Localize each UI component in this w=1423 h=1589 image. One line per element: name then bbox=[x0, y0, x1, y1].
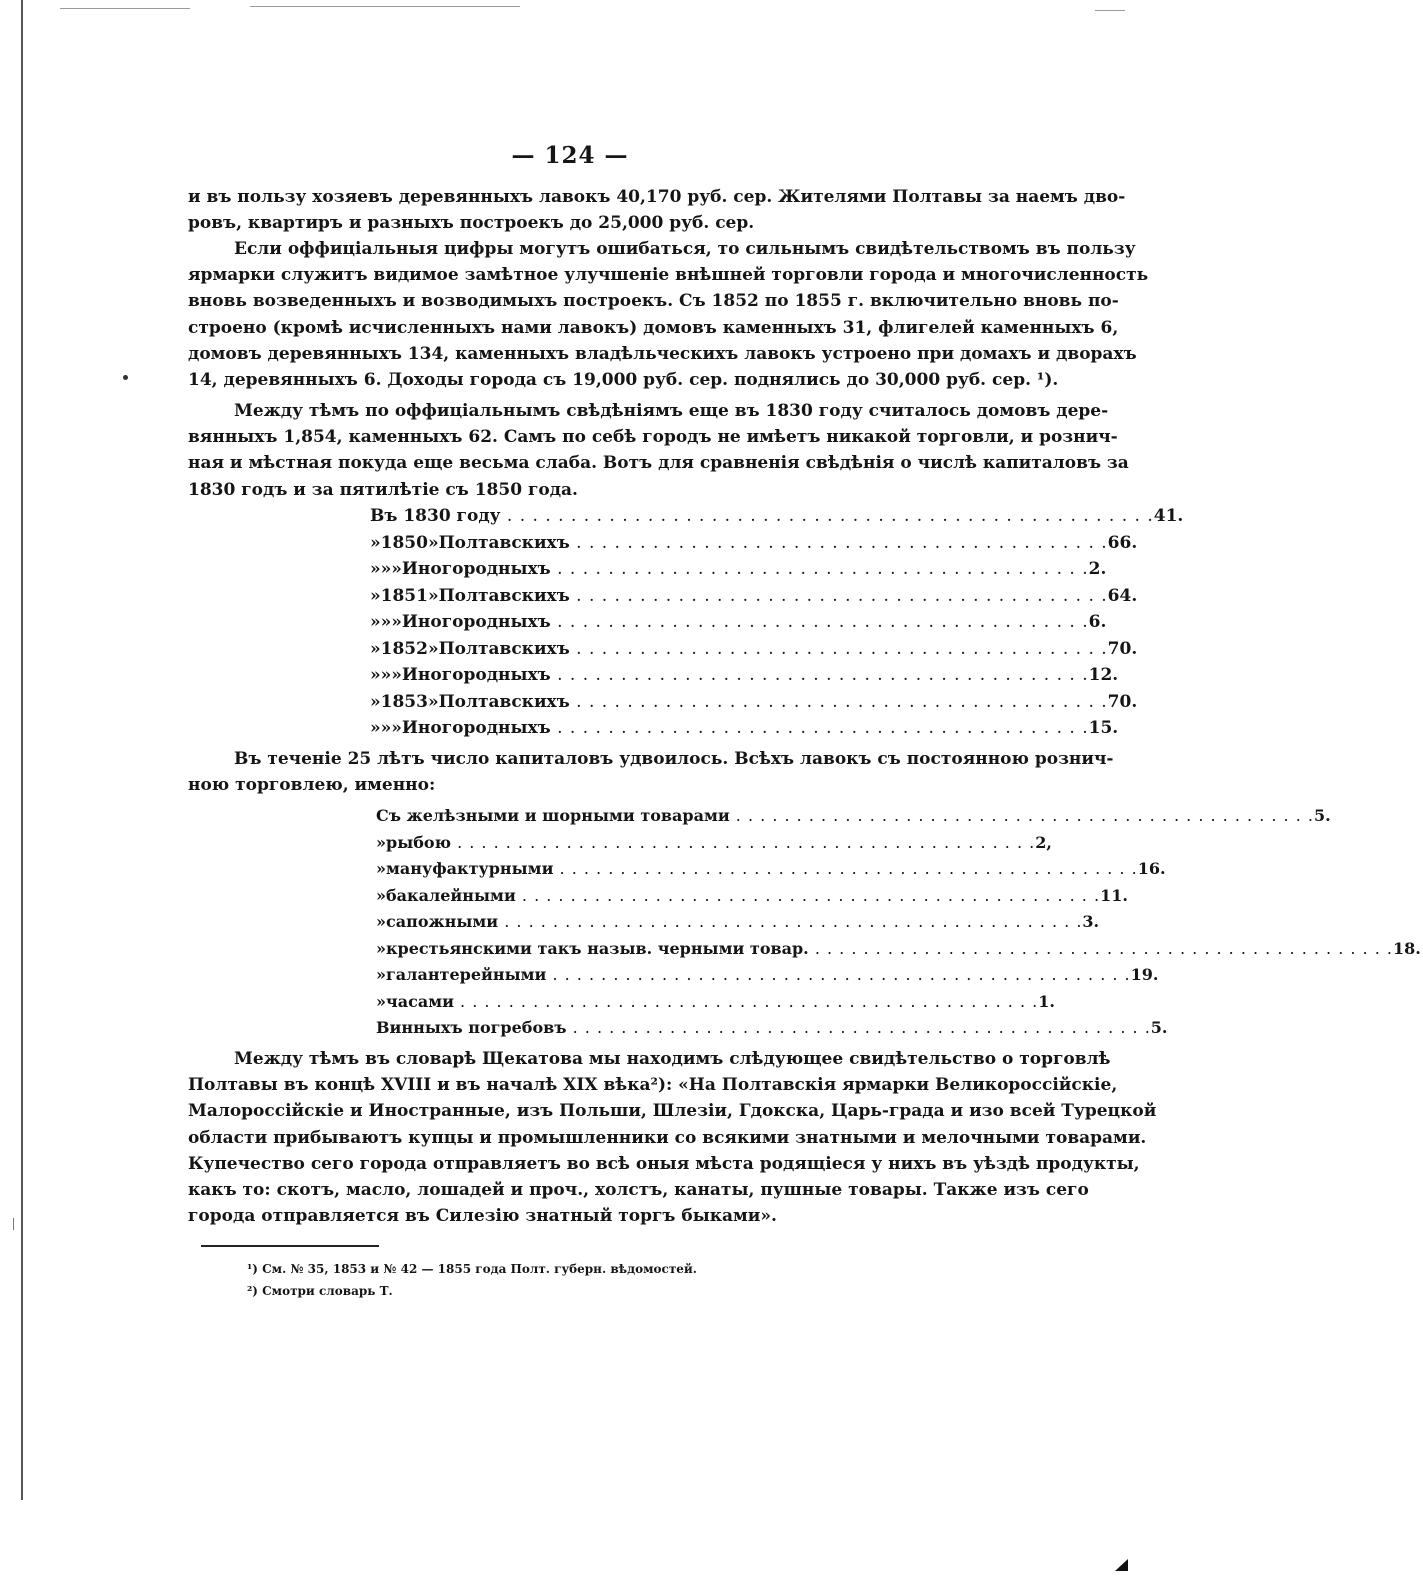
row-marker: » bbox=[370, 532, 381, 553]
text-line: Между тѣмъ по оффиціальнымъ свѣдѣніямъ еще въ 1830 году считалось домовъ дере- bbox=[234, 401, 1109, 421]
row-marker: » bbox=[427, 691, 439, 712]
row-marker: » bbox=[376, 912, 386, 931]
shop-table bbox=[376, 806, 1421, 1045]
row-label: Съ желѣзными и шорными товарами . . . bbox=[376, 806, 1314, 825]
row-value: 12. bbox=[1088, 665, 1119, 685]
row-label: Въ 1830 году . . . bbox=[370, 506, 1154, 526]
row-value: 5. bbox=[1150, 1018, 1168, 1037]
row-label: Иногородныхъ . . . bbox=[402, 665, 1089, 685]
row-year: 1850 bbox=[380, 532, 428, 553]
table-row bbox=[376, 912, 1100, 939]
row-value: 15. bbox=[1088, 718, 1119, 738]
row-label: Иногородныхъ . . . bbox=[402, 612, 1089, 632]
text-line: ровъ, квартиръ и разныхъ построекъ до 25,000 руб. сер. bbox=[188, 213, 755, 234]
footnote-1: ¹) См. № 35, 1853 и № 42 — 1855 года Полт. губерн. вѣдомостей. bbox=[247, 1262, 697, 1276]
text-line: какъ то: скотъ, масло, лошадей и проч., холстъ, канаты, пушные товары. Также изъ сего bbox=[188, 1180, 1089, 1201]
row-label: рыбою . . . bbox=[386, 833, 1035, 852]
text-line: вновь возведенныхъ и возводимыхъ построекъ. Съ 1852 по 1855 г. включительно вновь по- bbox=[188, 291, 1119, 312]
row-label: Винныхъ погребовъ . . . bbox=[376, 1018, 1151, 1037]
row-marker: » bbox=[391, 559, 402, 579]
text-line: 14, деревянныхъ 6. Доходы города съ 19,000 руб. сер. поднялись до 30,000 руб. сер. ¹). bbox=[188, 370, 1059, 391]
table-row bbox=[376, 1018, 1168, 1045]
table-row bbox=[376, 832, 1052, 860]
paragraph-4 bbox=[188, 746, 1114, 798]
row-marker: » bbox=[370, 691, 381, 712]
text-line: строено (кромѣ исчисленныхъ нами лавокъ) домовъ каменныхъ 31, флигелей каменныхъ 6, bbox=[188, 317, 1119, 338]
table-row bbox=[370, 665, 1119, 692]
text-line: домовъ деревянныхъ 134, каменныхъ владѣльческихъ лавокъ устроено при домахъ и дворахъ bbox=[188, 343, 1137, 364]
scan-edge-left bbox=[21, 0, 23, 1500]
capital-table-body bbox=[370, 532, 1138, 745]
footnote-2: ²) Смотри словарь Т. bbox=[247, 1284, 393, 1298]
row-value: 70. bbox=[1107, 691, 1138, 712]
row-value: 11. bbox=[1100, 885, 1128, 905]
margin-dot bbox=[123, 375, 128, 380]
row-marker: » bbox=[427, 585, 439, 606]
row-value: 19. bbox=[1130, 965, 1159, 984]
row-marker: » bbox=[427, 638, 439, 659]
row-label: часами . . . bbox=[386, 992, 1038, 1011]
table-row bbox=[370, 638, 1138, 666]
table-row bbox=[376, 859, 1166, 886]
row-marker: » bbox=[376, 938, 386, 958]
row-label: крестьянскими такъ назыв. черными товар. . . . bbox=[386, 939, 1393, 958]
row-year: » bbox=[380, 718, 392, 738]
row-label: сапожными . . . bbox=[386, 912, 1082, 931]
row-value: 2, bbox=[1035, 832, 1052, 852]
row-marker: » bbox=[376, 991, 386, 1011]
footnotes bbox=[247, 1258, 697, 1302]
table-row bbox=[370, 612, 1107, 639]
paragraph-2 bbox=[188, 236, 1149, 393]
paragraph-3 bbox=[188, 398, 1129, 503]
text-line: 1830 годъ и за пятилѣтіе съ 1850 года. bbox=[188, 479, 578, 500]
text-line: ная и мѣстная покуда еще весьма слаба. Вотъ для сравненія свѣдѣнія о числѣ капиталовъ за bbox=[188, 453, 1129, 474]
text-line: ною торговлею, именно: bbox=[188, 775, 436, 796]
row-label: Полтавскихъ . . . bbox=[439, 533, 1108, 553]
table-row bbox=[370, 718, 1119, 745]
row-marker: » bbox=[370, 612, 381, 632]
table-row bbox=[376, 806, 1331, 833]
table-row bbox=[370, 506, 1184, 533]
row-label: Иногородныхъ . . . bbox=[402, 559, 1089, 579]
row-value: 41. bbox=[1153, 506, 1184, 526]
row-year: 1853 bbox=[380, 691, 428, 712]
row-value: 64. bbox=[1107, 585, 1138, 606]
row-label: Полтавскихъ . . . bbox=[439, 586, 1108, 606]
table-row bbox=[370, 532, 1138, 560]
text-line: Въ теченіе 25 лѣтъ число капиталовъ удвоилось. Всѣхъ лавокъ съ постоянною рознич- bbox=[234, 749, 1114, 769]
row-marker: » bbox=[370, 559, 381, 579]
row-value: 3. bbox=[1082, 912, 1100, 931]
scan-edge-mark bbox=[13, 1218, 14, 1230]
row-value: 70. bbox=[1107, 638, 1138, 659]
row-value: 1. bbox=[1038, 991, 1055, 1011]
paragraph-5 bbox=[188, 1046, 1157, 1229]
row-label: мануфактурными . . . bbox=[386, 859, 1138, 878]
row-marker: » bbox=[376, 885, 386, 905]
row-value: 5. bbox=[1313, 806, 1331, 825]
row-label: галантерейными . . . bbox=[386, 965, 1131, 984]
row-marker: » bbox=[376, 832, 386, 852]
row-label: Иногородныхъ . . . bbox=[402, 718, 1089, 738]
table-row bbox=[376, 938, 1421, 966]
row-marker: » bbox=[370, 718, 381, 738]
row-label: Полтавскихъ . . . bbox=[439, 692, 1108, 712]
text-line: ярмарки служитъ видимое замѣтное улучшеніе внѣшней торговли города и многочисленность bbox=[188, 265, 1149, 286]
text-line: города отправляется въ Силезію знатный торгъ быками». bbox=[188, 1206, 777, 1227]
row-label: бакалейными . . . bbox=[386, 886, 1100, 905]
row-marker: » bbox=[376, 965, 386, 984]
table-row bbox=[376, 885, 1128, 913]
table-row bbox=[370, 559, 1107, 586]
table-row bbox=[376, 991, 1055, 1019]
row-marker: » bbox=[391, 718, 402, 738]
row-value: 16. bbox=[1137, 859, 1166, 878]
footnote-divider bbox=[201, 1245, 379, 1247]
table-row bbox=[370, 585, 1138, 613]
page-corner-mark bbox=[1060, 1557, 1130, 1573]
row-year: » bbox=[380, 612, 392, 632]
row-marker: » bbox=[370, 665, 381, 685]
row-marker: » bbox=[370, 585, 381, 606]
row-value: 18. bbox=[1392, 938, 1421, 958]
row-value: 2. bbox=[1088, 559, 1107, 579]
row-marker: » bbox=[391, 665, 402, 685]
table-row bbox=[376, 965, 1159, 992]
page-number: — 124 — bbox=[511, 142, 629, 169]
row-year: » bbox=[380, 559, 392, 579]
row-year: » bbox=[380, 665, 392, 685]
table-row bbox=[370, 691, 1138, 719]
row-value: 6. bbox=[1088, 612, 1107, 632]
text-line: Между тѣмъ въ словарѣ Щекатова мы находимъ слѣдующее свидѣтельство о торговлѣ bbox=[234, 1049, 1111, 1069]
row-marker: » bbox=[376, 859, 386, 878]
row-marker: » bbox=[427, 532, 439, 553]
text-line: Малороссійскіе и Иностранные, изъ Польши, Шлезіи, Гдокска, Царь-града и изо всей Турецкой bbox=[188, 1101, 1157, 1122]
scan-edge-top bbox=[1095, 10, 1125, 11]
text-line: Купечество сего города отправляетъ во всѣ оныя мѣста родящіеся у нихъ въ уѣздѣ продукты, bbox=[188, 1153, 1140, 1174]
text-line: и въ пользу хозяевъ деревянныхъ лавокъ 40,170 руб. сер. Жителями Полтавы за наемъ дво- bbox=[188, 187, 1126, 207]
capital-table bbox=[370, 506, 1184, 745]
scan-edge-top bbox=[250, 6, 520, 7]
row-marker: » bbox=[391, 612, 402, 632]
row-year: 1852 bbox=[380, 638, 428, 659]
row-year: 1851 bbox=[380, 585, 428, 606]
row-marker: » bbox=[370, 638, 381, 659]
scan-edge-top bbox=[60, 8, 190, 9]
text-line: области прибываютъ купцы и промышленники со всякими знатными и мелочными товарами. bbox=[188, 1127, 1147, 1148]
row-value: 66. bbox=[1107, 532, 1138, 553]
paragraph-1 bbox=[188, 184, 1126, 236]
text-line: Если оффиціальныя цифры могутъ ошибаться, то сильнымъ свидѣтельствомъ въ пользу bbox=[234, 239, 1136, 259]
text-line: Полтавы въ концѣ XVIII и въ началѣ XIX вѣка²): «На Полтавскія ярмарки Великороссійскіе, bbox=[188, 1075, 1118, 1096]
row-label: Полтавскихъ . . . bbox=[439, 639, 1108, 659]
text-line: вянныхъ 1,854, каменныхъ 62. Самъ по себѣ городъ не имѣетъ никакой торговли, и рознич- bbox=[188, 427, 1118, 448]
